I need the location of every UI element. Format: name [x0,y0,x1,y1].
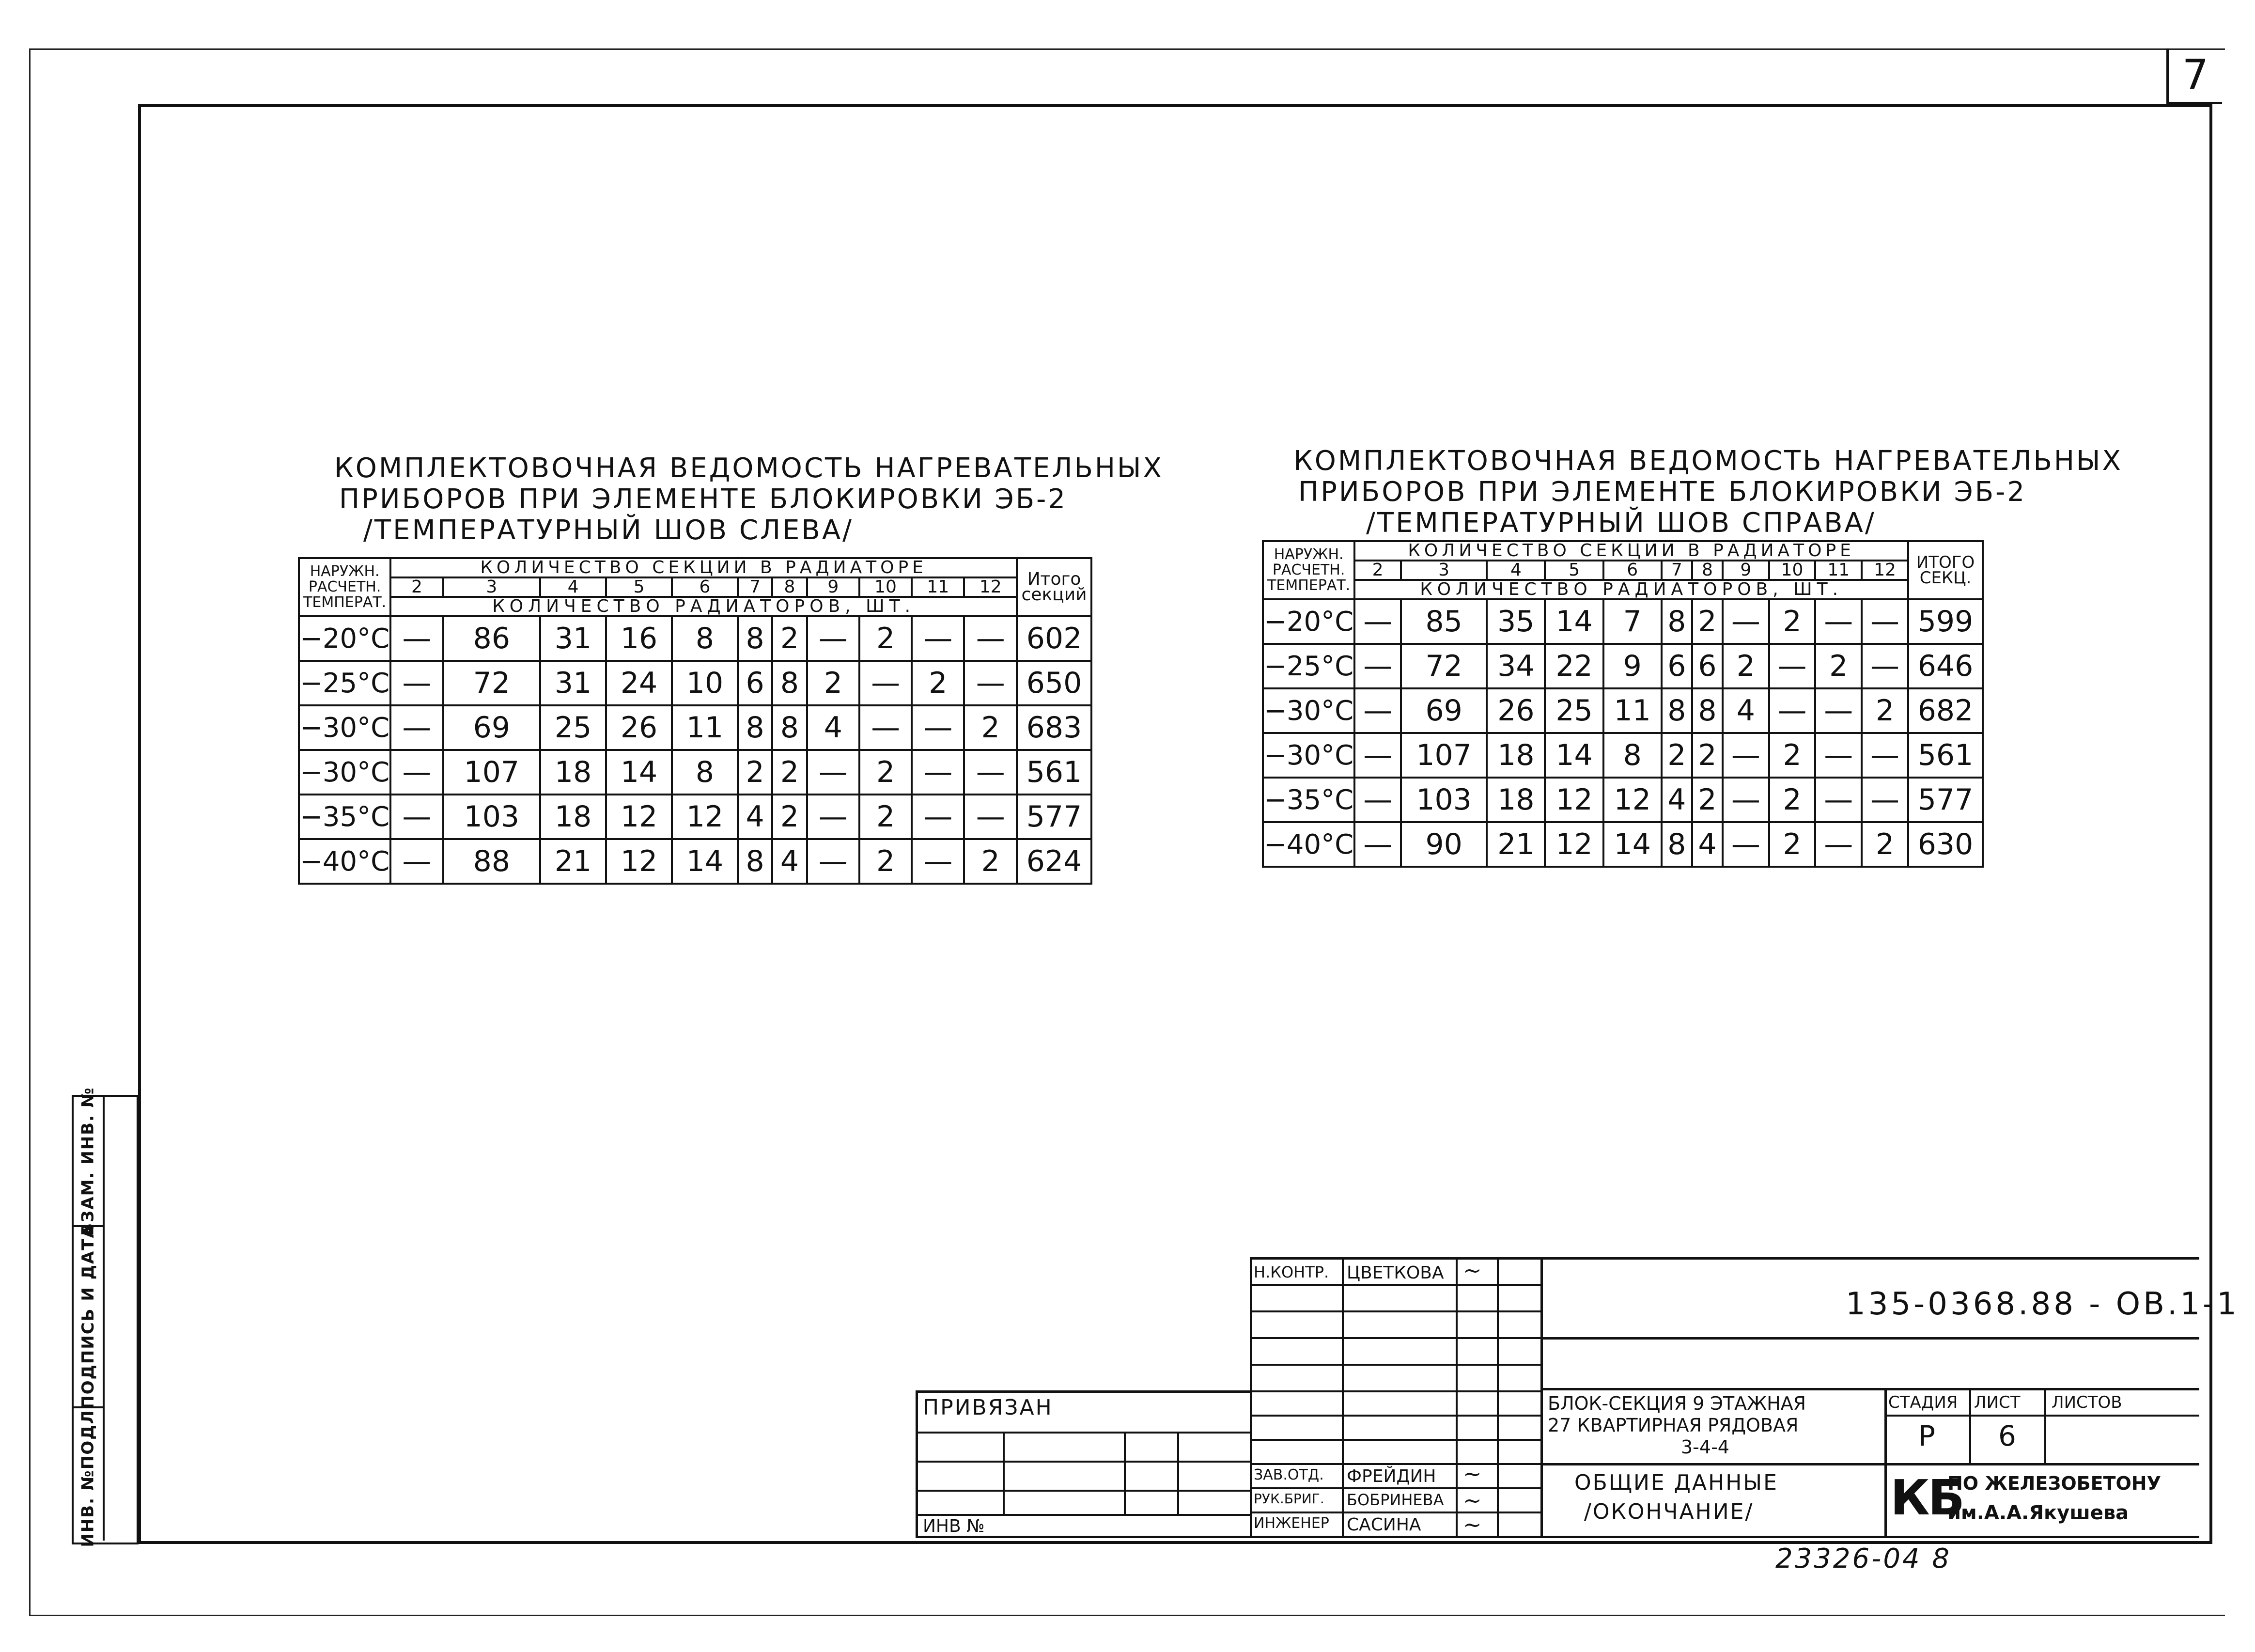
left-section-count: 4 [540,577,606,597]
radiator-count-cell: — [859,661,912,705]
right-radiator-table [1262,540,1984,868]
total-sections-cell: 646 [1908,644,1983,688]
radiator-count-cell: — [1354,688,1401,733]
corner-line: ТЕМПЕРАТ. [303,594,387,611]
role-zav-otd: ЗАВ.ОТД. [1254,1466,1324,1483]
table-row [1263,733,1983,778]
corner-line: ТЕМПЕРАТ. [1267,577,1351,594]
corner-line: РАСЧЕТН. [1272,561,1345,578]
total-sections-cell: 683 [1017,705,1091,750]
radiator-count-cell: 2 [1662,733,1692,778]
table-row [1263,644,1983,688]
radiator-count-cell: 103 [443,795,541,839]
right-title-line-3: /ТЕМПЕРАТУРНЫЙ ШОВ СПРАВА/ [1366,507,1876,539]
right-radiators-header: КОЛИЧЕСТВО РАДИАТОРОВ, ШТ. [1354,580,1908,599]
right-section-count: 3 [1401,561,1487,580]
temperature-cell: −25°С [299,661,390,705]
radiator-count-cell: 6 [738,661,772,705]
radiator-count-cell: — [1723,733,1769,778]
radiator-count-cell: — [1815,733,1862,778]
right-table-title [1293,446,2123,539]
right-section-count: 6 [1603,561,1662,580]
radiator-count-cell: — [912,795,964,839]
radiator-count-cell: 2 [1769,599,1816,644]
radiator-count-cell: — [1815,688,1862,733]
sheet-label: ЛИСТ [1974,1393,2021,1412]
radiator-count-cell: 2 [1692,778,1723,822]
radiator-count-cell: — [1815,599,1862,644]
temperature-cell: −35°С [1263,778,1354,822]
role-ruk-brig: РУК.БРИГ. [1254,1491,1324,1507]
radiator-count-cell: — [1862,599,1908,644]
radiator-count-cell: 2 [859,750,912,795]
radiator-count-cell: 8 [1692,688,1723,733]
radiator-count-cell: 8 [738,839,772,884]
inv-podl-label: ИНВ. №ПОДЛ. [78,1402,98,1547]
radiator-count-cell: — [390,750,443,795]
left-section-count: 5 [606,577,672,597]
inv-no-label: ИНВ № [923,1516,985,1536]
temperature-cell: −30°С [1263,688,1354,733]
vzam-inv-cell [74,1086,105,1236]
privyazan-label: ПРИВЯЗАН [923,1395,1053,1420]
radiator-count-cell: 35 [1487,599,1545,644]
radiator-count-cell: — [1354,644,1401,688]
radiator-count-cell: 26 [606,705,672,750]
total-sections-cell: 577 [1908,778,1983,822]
radiator-count-cell: 12 [606,795,672,839]
right-section-count: 5 [1545,561,1603,580]
temperature-cell: −30°С [299,705,390,750]
total-line: ИТОГО [1916,553,1975,572]
radiator-count-cell: 8 [1662,599,1692,644]
radiator-count-cell: — [1862,778,1908,822]
radiator-count-cell: — [912,750,964,795]
stage-label: СТАДИЯ [1888,1393,1958,1412]
radiator-count-cell: — [964,661,1017,705]
radiator-count-cell: 2 [1692,733,1723,778]
radiator-count-cell: — [964,750,1017,795]
radiator-count-cell: 88 [443,839,541,884]
radiator-count-cell: 18 [1487,778,1545,822]
total-sections-cell: 682 [1908,688,1983,733]
left-title-line-1: КОМПЛЕКТОВОЧНАЯ ВЕДОМОСТЬ НАГРЕВАТЕЛЬНЫХ [334,452,1164,484]
corner-line: НАРУЖН. [1274,546,1344,563]
radiator-count-cell: 69 [1401,688,1487,733]
radiator-count-cell: 2 [859,795,912,839]
table-row [299,839,1091,884]
total-sections-cell: 599 [1908,599,1983,644]
radiator-count-cell: 8 [772,661,807,705]
left-section-count: 11 [912,577,964,597]
radiator-count-cell: — [859,705,912,750]
radiator-count-cell: 14 [1545,733,1603,778]
radiator-count-cell: 2 [1862,822,1908,867]
left-section-count: 3 [443,577,541,597]
radiator-count-cell: 31 [540,661,606,705]
sheet-title-line-2: /ОКОНЧАНИЕ/ [1584,1499,1754,1524]
radiator-count-cell: 25 [540,705,606,750]
right-section-count: 12 [1862,561,1908,580]
role-inzhener: ИНЖЕНЕР [1254,1515,1329,1532]
radiator-count-cell: — [807,750,859,795]
radiator-count-cell: — [390,839,443,884]
radiator-count-cell: 2 [772,616,807,661]
radiator-count-cell: 4 [738,795,772,839]
radiator-count-cell: 18 [1487,733,1545,778]
table-row [299,750,1091,795]
radiator-count-cell: 2 [859,839,912,884]
radiator-count-cell: 2 [772,795,807,839]
right-section-count: 4 [1487,561,1545,580]
radiator-count-cell: 12 [672,795,738,839]
radiator-count-cell: 12 [1603,778,1662,822]
podpis-data-cell [74,1224,105,1409]
signature-1: ~ [1463,1257,1482,1283]
radiator-count-cell: 2 [912,661,964,705]
radiator-count-cell: 9 [1603,644,1662,688]
right-header-row-3 [1263,580,1983,599]
radiator-count-cell: 22 [1545,644,1603,688]
radiator-count-cell: 4 [1723,688,1769,733]
radiator-count-cell: 103 [1401,778,1487,822]
vzam-inv-label: ВЗАМ. ИНВ. № [78,1086,98,1236]
right-section-count: 8 [1692,561,1723,580]
right-header-row-1 [1263,541,1983,561]
left-section-counts-row [299,577,1091,597]
left-section-count: 6 [672,577,738,597]
radiator-count-cell: 72 [443,661,541,705]
title-block [916,1257,2239,1538]
radiator-count-cell: — [1815,778,1862,822]
right-title-line-2: ПРИБОРОВ ПРИ ЭЛЕМЕНТЕ БЛОКИРОВКИ ЭБ-2 [1298,476,2027,508]
total-sections-cell: 561 [1017,750,1091,795]
radiator-count-cell: — [1354,778,1401,822]
total-sections-cell: 624 [1017,839,1091,884]
radiator-count-cell: 16 [606,616,672,661]
radiator-count-cell: 2 [964,705,1017,750]
table-row [299,616,1091,661]
corner-line: НАРУЖН. [310,563,380,580]
radiator-count-cell: — [807,795,859,839]
radiator-count-cell: 2 [807,661,859,705]
signature-2: ~ [1463,1461,1482,1487]
radiator-count-cell: 107 [1401,733,1487,778]
radiator-count-cell: 14 [606,750,672,795]
radiator-count-cell: — [912,839,964,884]
radiator-count-cell: 24 [606,661,672,705]
radiator-count-cell: — [390,661,443,705]
total-sections-cell: 577 [1017,795,1091,839]
sheet-value: 6 [1998,1419,2016,1452]
radiator-count-cell: 34 [1487,644,1545,688]
left-title-line-2: ПРИБОРОВ ПРИ ЭЛЕМЕНТЕ БЛОКИРОВКИ ЭБ-2 [339,483,1068,515]
radiator-count-cell: 8 [1603,733,1662,778]
radiator-count-cell: — [964,795,1017,839]
radiator-count-cell: 8 [772,705,807,750]
left-sections-header: КОЛИЧЕСТВО СЕКЦИЙ В РАДИАТОРЕ [390,558,1017,577]
temperature-cell: −20°С [1263,599,1354,644]
radiator-count-cell: — [390,705,443,750]
radiator-count-cell: 86 [443,616,541,661]
total-sections-cell: 630 [1908,822,1983,867]
left-section-count: 10 [859,577,912,597]
temperature-cell: −40°С [1263,822,1354,867]
right-sections-header: КОЛИЧЕСТВО СЕКЦИЙ В РАДИАТОРЕ [1354,541,1908,561]
radiator-count-cell: — [1354,822,1401,867]
radiator-count-cell: 2 [772,750,807,795]
radiator-count-cell: 12 [606,839,672,884]
total-sections-cell: 650 [1017,661,1091,705]
right-section-count: 11 [1815,561,1862,580]
left-header-row-1 [299,558,1091,577]
radiator-count-cell: 10 [672,661,738,705]
left-corner-header [299,558,390,616]
radiator-count-cell: 12 [1545,822,1603,867]
radiator-count-cell: 26 [1487,688,1545,733]
radiator-count-cell: 4 [1692,822,1723,867]
right-corner-header [1263,541,1354,599]
radiator-count-cell: — [807,839,859,884]
sheet-title-line-1: ОБЩИЕ ДАННЫЕ [1574,1470,1778,1495]
radiator-count-cell: 2 [859,616,912,661]
side-approval-strip [72,1086,139,1547]
podpis-data-label: ПОДПИСЬ И ДАТА [78,1224,98,1409]
inv-podl-cell [74,1402,105,1547]
radiator-count-cell: 2 [1815,644,1862,688]
radiator-count-cell: 90 [1401,822,1487,867]
temperature-cell: −30°С [299,750,390,795]
radiator-count-cell: 11 [672,705,738,750]
document-code: 135-0368.88 - ОВ.1-1 [1846,1286,2239,1322]
temperature-cell: −30°С [1263,733,1354,778]
radiator-count-cell: 6 [1692,644,1723,688]
radiator-count-cell: 4 [772,839,807,884]
table-row [1263,688,1983,733]
table-row [299,661,1091,705]
radiator-count-cell: 18 [540,795,606,839]
radiator-count-cell: — [912,705,964,750]
temperature-cell: −35°С [299,795,390,839]
object-line-2: 27 КВАРТИРНАЯ РЯДОВАЯ [1548,1415,1799,1436]
radiator-count-cell: 2 [738,750,772,795]
stage-value: Р [1918,1419,1935,1452]
org-logo: КБ [1890,1469,1963,1526]
org-line-1: ПО ЖЕЛЕЗОБЕТОНУ [1947,1473,2161,1494]
name-sasina: САСИНА [1347,1515,1421,1535]
radiator-count-cell: — [912,616,964,661]
table-row [299,795,1091,839]
table-row [299,705,1091,750]
radiator-count-cell: 21 [540,839,606,884]
left-table-title [334,453,1164,546]
left-section-count: 12 [964,577,1017,597]
total-line: СЕКЦ. [1919,568,1972,588]
temperature-cell: −25°С [1263,644,1354,688]
radiator-count-cell: 107 [443,750,541,795]
total-sections-cell: 602 [1017,616,1091,661]
radiator-count-cell: 4 [807,705,859,750]
right-section-count: 7 [1662,561,1692,580]
radiator-count-cell: — [1815,822,1862,867]
total-sections-cell: 561 [1908,733,1983,778]
name-freidin: ФРЕЙДИН [1347,1466,1436,1486]
radiator-count-cell: 25 [1545,688,1603,733]
radiator-count-cell: 8 [738,705,772,750]
bottom-archive-number: 23326-04 8 [1775,1543,1952,1574]
radiator-count-cell: 8 [738,616,772,661]
radiator-count-cell: — [1354,599,1401,644]
signature-3: ~ [1463,1487,1482,1513]
radiator-count-cell: 2 [1692,599,1723,644]
radiator-count-cell: 2 [964,839,1017,884]
radiator-count-cell: — [964,616,1017,661]
right-section-counts-row [1263,561,1983,580]
right-section-count: 9 [1723,561,1769,580]
radiator-count-cell: 2 [1723,644,1769,688]
radiator-count-cell: — [1723,778,1769,822]
radiator-count-cell: 11 [1603,688,1662,733]
left-section-count: 2 [390,577,443,597]
org-line-2: им.А.А.Якушева [1947,1502,2129,1524]
right-section-count: 10 [1769,561,1816,580]
radiator-count-cell: — [1862,644,1908,688]
radiator-count-cell: 69 [443,705,541,750]
radiator-count-cell: 85 [1401,599,1487,644]
table-row [1263,599,1983,644]
left-header-row-3 [299,597,1091,616]
left-section-count: 9 [807,577,859,597]
radiator-count-cell: 18 [540,750,606,795]
radiator-count-cell: — [390,616,443,661]
radiator-count-cell: 7 [1603,599,1662,644]
right-section-count: 2 [1354,561,1401,580]
radiator-count-cell: 14 [1545,599,1603,644]
left-section-count: 7 [738,577,772,597]
left-title-line-3: /ТЕМПЕРАТУРНЫЙ ШОВ СЛЕВА/ [363,514,854,546]
table-row [1263,778,1983,822]
radiator-count-cell: 8 [1662,688,1692,733]
sheets-label: ЛИСТОВ [2052,1393,2122,1412]
name-bobrineva: БОБРИНЕВА [1347,1491,1444,1509]
role-n-kontr: Н.КОНТР. [1254,1263,1329,1281]
total-line: секций [1021,585,1087,605]
radiator-count-cell: 2 [1862,688,1908,733]
corner-line: РАСЧЕТН. [308,578,381,595]
right-total-header [1908,541,1983,599]
left-total-header [1017,558,1091,616]
right-title-line-1: КОМПЛЕКТОВОЧНАЯ ВЕДОМОСТЬ НАГРЕВАТЕЛЬНЫХ [1293,445,2123,477]
table-row [1263,822,1983,867]
radiator-count-cell: 14 [1603,822,1662,867]
radiator-count-cell: — [1723,599,1769,644]
radiator-count-cell: — [1354,733,1401,778]
radiator-count-cell: — [390,795,443,839]
temperature-cell: −40°С [299,839,390,884]
radiator-count-cell: 14 [672,839,738,884]
radiator-count-cell: 8 [672,750,738,795]
radiator-count-cell: 2 [1769,778,1816,822]
radiator-count-cell: — [1723,822,1769,867]
total-line: Итого [1027,569,1081,589]
radiator-count-cell: — [1862,733,1908,778]
radiator-count-cell: 72 [1401,644,1487,688]
radiator-count-cell: 4 [1662,778,1692,822]
object-line-1: БЛОК-СЕКЦИЯ 9 ЭТАЖНАЯ [1548,1393,1806,1414]
left-section-count: 8 [772,577,807,597]
radiator-count-cell: 6 [1662,644,1692,688]
radiator-count-cell: — [1769,688,1816,733]
radiator-count-cell: 2 [1769,822,1816,867]
radiator-count-cell: 21 [1487,822,1545,867]
radiator-count-cell: — [1769,644,1816,688]
left-radiators-header: КОЛИЧЕСТВО РАДИАТОРОВ, ШТ. [390,597,1017,616]
radiator-count-cell: 2 [1769,733,1816,778]
radiator-count-cell: 8 [1662,822,1692,867]
name-tsvetkova: ЦВЕТКОВА [1347,1263,1444,1283]
radiator-count-cell: 8 [672,616,738,661]
radiator-count-cell: — [807,616,859,661]
object-line-3: 3-4-4 [1681,1436,1729,1458]
radiator-count-cell: 31 [540,616,606,661]
signature-4: ~ [1463,1512,1482,1538]
left-radiator-table [298,557,1092,885]
temperature-cell: −20°С [299,616,390,661]
page-number: 7 [2166,48,2222,104]
radiator-count-cell: 12 [1545,778,1603,822]
